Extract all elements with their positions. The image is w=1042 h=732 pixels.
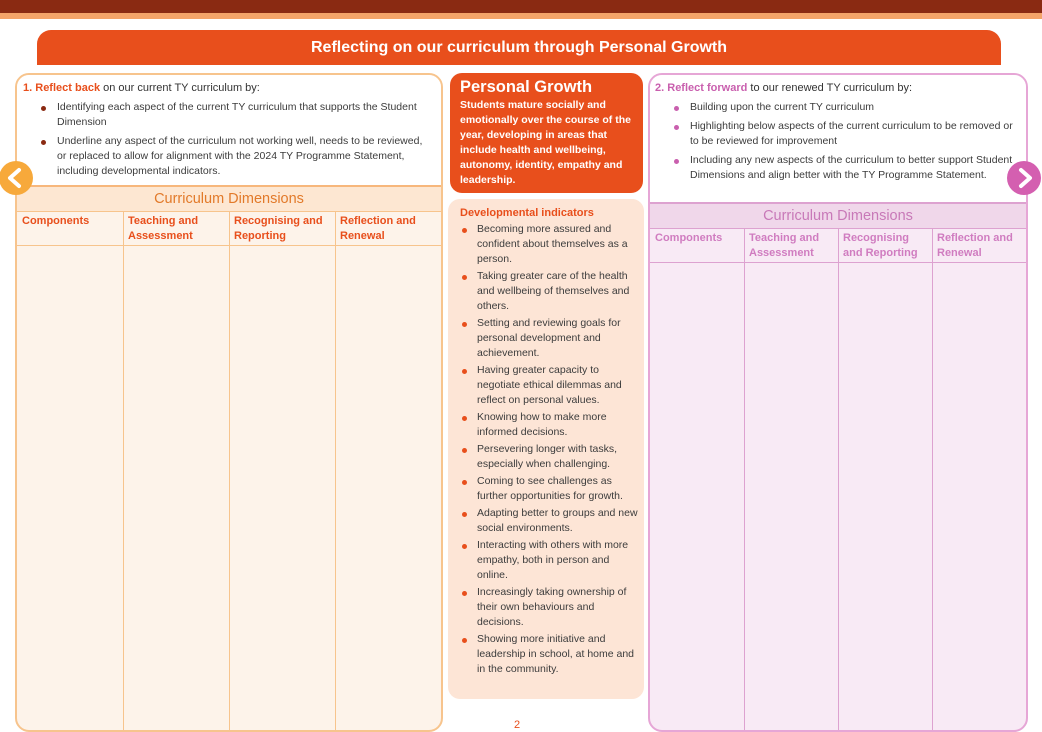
personal-growth-title: Personal Growth [460,78,593,96]
list-item-text: Building upon the current TY curriculum [690,101,875,113]
list-item-text: Becoming more assured and confident about themselves as a person. [477,223,628,265]
developmental-indicator-item [460,474,638,504]
column-header-teaching: Teaching and Assessment [749,232,820,259]
column-header-reflection: Reflection and Renewal [340,215,416,242]
developmental-indicator-item [460,585,638,630]
list-item-text: Adapting better to groups and new social environments. [477,507,638,534]
list-item-text: Highlighting below aspects of the current curriculum to be removed or to be reviewed for improvement [690,120,1013,147]
reflect-back-heading-text: on our current TY curriculum by: [100,82,260,94]
bullet-icon [462,448,467,453]
column-divider [335,211,336,731]
list-item [37,134,433,179]
list-item-text: Showing more initiative and leadership in school, at home and in the community. [477,633,635,675]
next-page-button[interactable] [1007,161,1041,195]
list-item [37,100,433,130]
step-number: 2. [655,82,665,94]
list-item [670,100,1020,115]
list-item-text: Knowing how to make more informed decisions. [477,411,607,438]
column-divider [932,228,933,731]
bullet-icon [462,322,467,327]
list-item [670,153,1020,183]
list-item-text: Increasingly taking ownership of their own behaviours and decisions. [477,586,627,628]
previous-page-button[interactable] [0,161,33,195]
column-header-recognising: Recognising and Reporting [843,232,918,259]
list-item [670,119,1020,149]
top-bar-accent [0,13,1042,19]
column-header-components: Components [655,232,723,244]
top-bar [0,0,1042,13]
curriculum-dimensions-table [650,228,1026,731]
bullet-icon [674,125,679,130]
curriculum-dimensions-title: Curriculum Dimensions [650,204,1026,228]
developmental-indicators-list [460,222,638,679]
bullet-icon [462,369,467,374]
reflect-forward-intro [650,75,1026,202]
bullet-icon [674,159,679,164]
step-number: 1. [23,82,33,94]
list-item-text: Underline any aspect of the curriculum not working well, needs to be reviewed, or replaced to allow for alignment with the 2024 TY Programme Statement, including developmental indicators. [57,135,423,177]
developmental-indicators-title: Developmental indicators [460,207,594,219]
page-number: 2 [514,719,521,731]
developmental-indicator-item [460,632,638,677]
list-item-text: Taking greater care of the health and wellbeing of themselves and others. [477,270,630,312]
personal-growth-description: Students mature socially and emotionally over the course of the year, developing in areas that include health and wellbeing, autonomy, identity, empathy and leadership. [460,99,631,186]
bullet-icon [674,106,679,111]
reflect-back-list [37,100,433,183]
column-divider [123,211,124,731]
developmental-indicator-item [460,269,638,314]
list-item-text: Coming to see challenges as further opportunities for growth. [477,475,623,502]
column-header-reflection: Reflection and Renewal [937,232,1013,259]
developmental-indicator-item [460,442,638,472]
developmental-indicator-item [460,222,638,267]
bullet-icon [462,591,467,596]
curriculum-dimensions-title: Curriculum Dimensions [17,187,441,211]
developmental-indicator-item [460,363,638,408]
column-header-recognising: Recognising and Reporting [234,215,323,242]
reflect-back-panel [15,73,443,732]
developmental-indicators-card [448,199,644,699]
bullet-icon [41,140,46,145]
list-item-text: Persevering longer with tasks, especially when challenging. [477,443,618,470]
list-item-text: Including any new aspects of the curriculum to better support Student Dimensions and align better with the TY Programme Statement. [690,154,1013,181]
list-item-text: Having greater capacity to negotiate ethical dilemmas and reflect on personal values. [477,364,622,406]
reflect-back-lead: Reflect back [35,82,101,94]
chevron-left-icon [0,161,33,195]
bullet-icon [462,275,467,280]
page-title: Reflecting on our curriculum through Personal Growth [37,30,1001,65]
developmental-indicator-item [460,410,638,440]
reflect-forward-lead: Reflect forward [667,82,748,94]
list-item-text: Setting and reviewing goals for personal development and achievement. [477,317,621,359]
reflect-forward-panel [648,73,1028,732]
reflect-back-intro [17,75,441,185]
bullet-icon [462,480,467,485]
bullet-icon [462,544,467,549]
developmental-indicator-item [460,538,638,583]
curriculum-dimensions-table [17,211,441,731]
bullet-icon [462,416,467,421]
developmental-indicator-item [460,506,638,536]
list-item-text: Interacting with others with more empathy, both in person and online. [477,539,629,581]
column-header-components: Components [22,215,90,227]
list-item-text: Identifying each aspect of the current TY curriculum that supports the Student Dimension [57,101,417,128]
chevron-right-icon [1007,161,1041,195]
bullet-icon [462,638,467,643]
reflect-back-heading [23,82,260,94]
developmental-indicator-item [460,316,638,361]
column-divider [229,211,230,731]
reflect-forward-heading [655,82,912,94]
bullet-icon [41,106,46,111]
column-divider [744,228,745,731]
reflect-forward-heading-text: to our renewed TY curriculum by: [747,82,912,94]
personal-growth-card [450,73,643,193]
bullet-icon [462,512,467,517]
bullet-icon [462,228,467,233]
reflect-forward-list [670,100,1020,187]
column-header-teaching: Teaching and Assessment [128,215,199,242]
column-divider [838,228,839,731]
